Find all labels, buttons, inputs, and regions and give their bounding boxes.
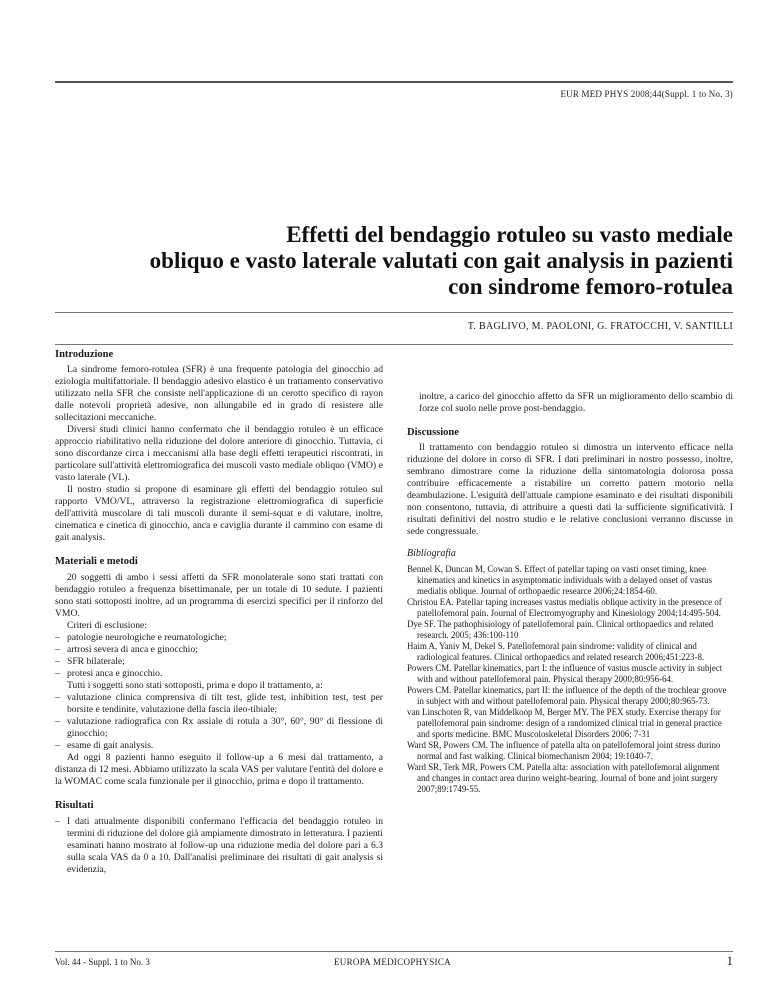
authors-rule <box>55 344 733 345</box>
title-line: con sindrome femoro-rotulea <box>448 274 733 299</box>
footer-volume: Vol. 44 - Suppl. 1 to No. 3 <box>55 957 150 967</box>
article-title <box>33 222 733 300</box>
paragraph: 20 soggetti di ambo i sessi affetti da SFR monolaterale sono stati trattati con bendaggio rotuleo a frequenza bisettimanale, per un totale di 10 sedute. I pazienti sono stati sottoposti inoltre, ad un programma di esercizi specifici per il rinforzo del VMO. <box>55 572 383 619</box>
evaluation-label: Tutti i soggetti sono stati sottoposti, prima e dopo il trattamento, a: <box>67 680 323 691</box>
list-item: – esame di gait analysis. <box>55 740 154 751</box>
paragraph: Diversi studi clinici hanno confermato che il bendaggio rotuleo è un efficace approccio riabilitativo nella riduzione del dolore anteriore di ginocchio. Tuttavia, ci sono discordanze circa i meccanismi alla base degli effetti terapeutici riscontrati, in particolare sull'attività elettromiografica dei muscoli vasto mediale obliquo (VMO) e vasto laterale (VL). <box>55 424 383 483</box>
reference-item: Ward SR, Terk MR, Powers CM. Patella alta: association with patellofemoral alignment and changes in contact area durino weight-bearing. Journal of bone and joint surgery 2007;89:1749-55. <box>407 762 720 794</box>
reference-item: Ward SR, Powers CM. The influence of patella alta on patellofemoral joint stress durino normal and fast walking. Clinical biomechanism 2004; 19:1040-7. <box>407 740 721 761</box>
top-rule <box>55 81 733 83</box>
evaluation-list <box>55 692 383 752</box>
title-line: Effetti del bendaggio rotuleo su vasto mediale <box>286 222 733 247</box>
paragraph: Il nostro studio si propone di esaminare gli effetti del bendaggio rotuleo sul rapporto VMO/VL, attraverso la registrazione elettromiografica di superficie dell'attività muscolare di tali muscoli durante il semi-squat e di valutare, inoltre, cinematica e cinetica di ginocchio, anca e caviglia durante il cammino con esame di gait analysis. <box>55 484 383 543</box>
reference-item: Powers CM. Patellar kinematics, part II: the influence of the depth of the trochlear groove in subject with and without patellofemoral pain. Physical therapy 2000;80:965-73. <box>407 685 727 706</box>
reference-item: Powers CM. Patellar kinematics, part I: the influence of vastus muscle activity in subject with and without patellofemoral pain. Physical therapy 2000;80:956-64. <box>407 663 723 684</box>
list-item: – protesi anca e ginocchio. <box>55 668 163 679</box>
list-item: – SFR bilaterale; <box>55 656 125 667</box>
reference-item: Haim A, Yaniv M, Dekel S. Patellofemoral pain sindrome: validity of clinical and radiological features. Clinical orthopaedics and related research 2006;451:223-8. <box>407 641 705 662</box>
journal-header: EUR MED PHYS 2008;44(Suppl. 1 to No. 3) <box>560 89 733 99</box>
list-item: – I dati attualmente disponibili confermano l'efficacia del bendaggio rotuleo in termini di riduzione del dolore già ampiamente dimostrato in letteratura. I pazienti esaminati hanno mostrato al follow-up una riduzione media del dolore pari a 6.3 sulla scala VAS da 0 a 10. Dall'analisi preliminare dei risultati di gait analysis si evidenzia, <box>55 816 383 875</box>
title-rule <box>55 312 733 313</box>
reference-item: Bennel K, Duncan M, Cowan S. Effect of patellar taping on vasti onset timing, knee kinematics and kinetics in asymptomatic individuals with a delayed onset of vastus medialis oblique. Journal of orthopaedic researce 2006;24:1854-60. <box>407 564 713 596</box>
section-heading-intro: Introduzione <box>55 349 114 360</box>
list-item: – valutazione radiografica con Rx assiale di rotula a 30°, 60°, 90° di flessione di ginocchio; <box>55 716 383 739</box>
exclusion-label: Criteri di esclusione: <box>67 620 147 631</box>
footer-rule <box>55 951 733 952</box>
paragraph: Il trattamento con bendaggio rotuleo si dimostra un intervento efficace nella riduzione del dolore in corso di SFR. I dati preliminari in nostro possesso, inoltre, sembrano dimostrare come la riduzione della sintomatologia dolorosa possa contribuire efficacemente a ristabilire un corretto pattern motorio nella deambulazione. L'esiguità dell'attuale campione esaminato e dei risultati disponibili non consentono, tuttavia, di attribuire a questi dati la sufficiente significatività. I risultati definitivi del nostro studio e le relative conclusioni verranno discusse in sede congressuale. <box>407 442 733 537</box>
results-list <box>55 816 383 876</box>
exclusion-list <box>55 632 383 680</box>
left-column <box>55 349 383 876</box>
section-heading-discussion: Discussione <box>407 427 459 438</box>
list-item: – artrosi severa di anca e ginocchio; <box>55 644 198 655</box>
reference-item: van Linschoten R, van Middelkoop M, Berger MY. The PEX study. Exercise therapy for patellofemoral pain sindrome: design of a randomized clinical trial in general practice and sports medicine. BMC Muscoloskeletal Disorders 2006; 7-31 <box>407 707 722 739</box>
reference-list <box>407 564 733 795</box>
section-heading-bibliography: Bibliografia <box>407 548 456 559</box>
paragraph: Ad oggi 8 pazienti hanno eseguito il follow-up a 6 mesi dal trattamento, a distanza di 12 mesi. Abbiamo utilizzato la scala VAS per valutare l'entità del dolore e la WOMAC come scala funzionale per il ginocchio, prima e dopo il trattamento. <box>55 752 383 787</box>
authors: T. BAGLIVO, M. PAOLONI, G. FRATOCCHI, V. SANTILLI <box>467 321 733 332</box>
title-line: obliquo e vasto laterale valutati con gait analysis in pazienti <box>149 248 733 273</box>
section-heading-methods: Materiali e metodi <box>55 556 138 567</box>
list-item: – patologie neurologiche e reumatologiche; <box>55 632 227 643</box>
reference-item: Christou EA. Patellar taping increases vastus medialis oblique activity in the presence of patellofemoral pain. Journal of Electromyography and Kinesiology 2004;14:495-504. <box>407 597 722 618</box>
footer-journal: EUROPA MEDICOPHYSICA <box>334 957 451 967</box>
reference-item: Dye SF. The pathophisiology of patellofemoral pain. Clinical orthopaedics and related research. 2005; 436:100-110 <box>407 619 714 640</box>
paragraph: inoltre, a carico del ginocchio affetto da SFR un miglioramento dello scambio di forze col suolo nelle prove post-bendaggio. <box>419 391 733 414</box>
section-heading-results: Risultati <box>55 800 94 811</box>
list-item: – valutazione clinica comprensiva di tilt test, glide test, inhibition test, test per borsite e tendinite, valutazione della fascia ileo-tibiale; <box>55 692 383 715</box>
right-column <box>407 349 733 795</box>
page-number: 1 <box>726 953 733 968</box>
paragraph: La sindrome femoro-rotulea (SFR) è una frequente patologia del ginocchio ad eziologia multifattoriale. Il bendaggio adesivo elastico è un trattamento conservativo utilizzato nella SFR che consiste nell'applicazione di un cerotto specifico di rayon dalle notevoli proprietà adesive, non allungabile ed in grado di resistere alle sollecitazioni meccaniche. <box>55 364 383 423</box>
